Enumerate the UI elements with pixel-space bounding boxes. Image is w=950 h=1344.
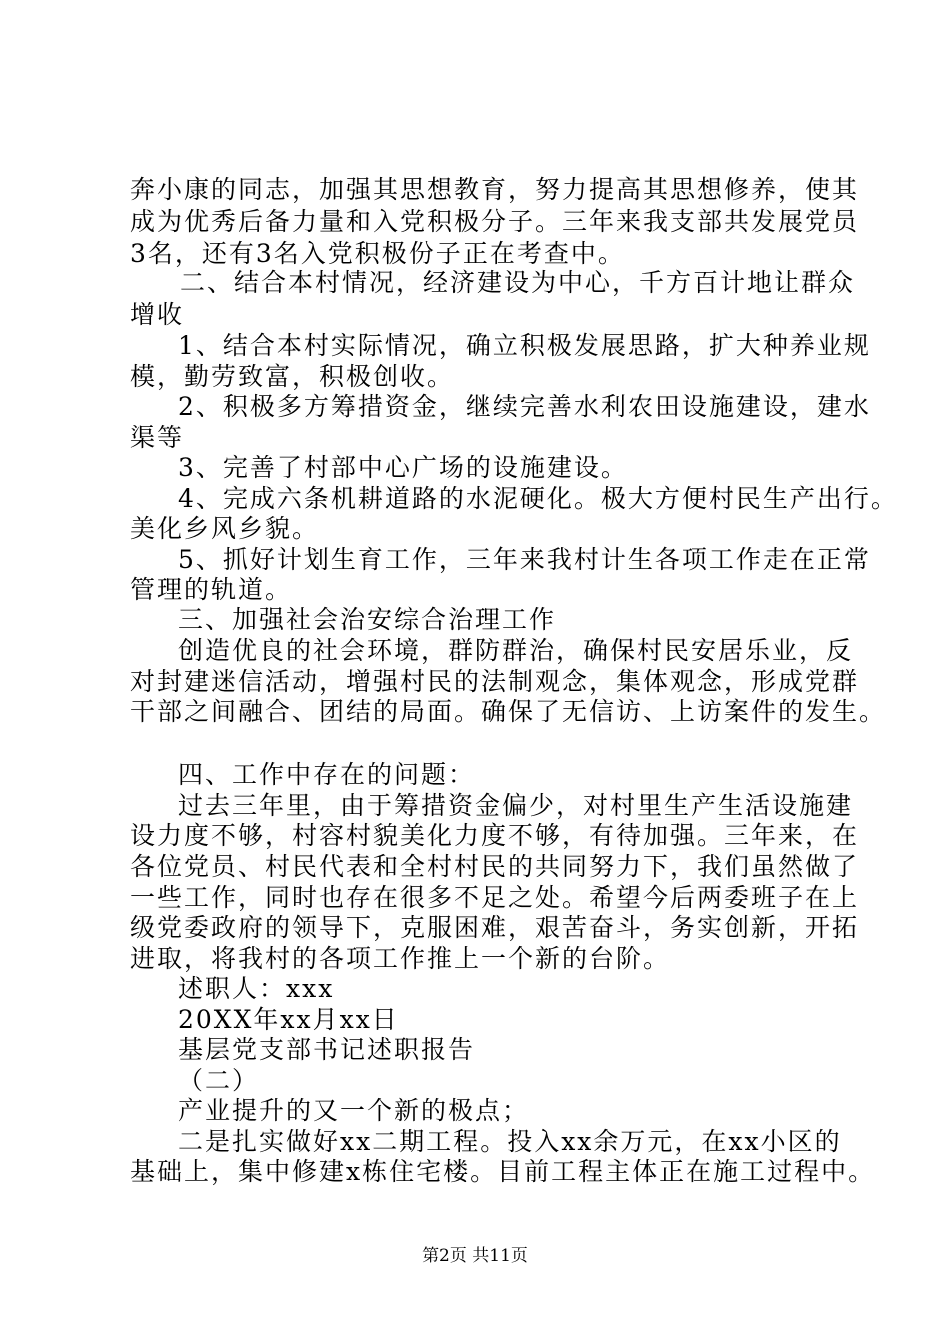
text-line: 美化乡风乡貌。 — [130, 514, 320, 543]
text-line: 一些工作，同时也存在很多不足之处。希望今后两委班子在上 — [130, 883, 860, 912]
text-line: 设力度不够，村容村貌美化力度不够，有待加强。三年来，在 — [130, 821, 860, 850]
signature-line: 述职人：xxx — [178, 974, 335, 1003]
section-heading: 三、加强社会治安综合治理工作 — [178, 605, 557, 634]
text-line: 3名，还有3名入党积极份子正在考查中。 — [130, 239, 625, 268]
text-line: 产业提升的又一个新的极点； — [178, 1096, 530, 1125]
text-line: 成为优秀后备力量和入党积极分子。三年来我支部共发展党员 — [130, 207, 860, 236]
text-line: 增收 — [130, 300, 185, 329]
text-line: 过去三年里，由于筹措资金偏少，对村里生产生活设施建 — [178, 791, 854, 820]
text-line: 进取，将我村的各项工作推上一个新的台阶。 — [130, 944, 671, 973]
text-line: 渠等 — [130, 423, 185, 452]
text-line: 基础上，集中修建x栋住宅楼。目前工程主体正在施工过程中。 — [130, 1157, 876, 1186]
report-part: （二） — [178, 1066, 260, 1095]
text-line: 二是扎实做好xx二期工程。投入xx余万元，在xx小区的 — [178, 1127, 842, 1156]
text-line: 各位党员、村民代表和全村村民的共同努力下，我们虽然做了 — [130, 852, 860, 881]
list-item: 2、积极多方筹措资金，继续完善水利农田设施建设，建水 — [178, 392, 871, 421]
text-line: 奔小康的同志，加强其思想教育，努力提高其思想修养，使其 — [130, 175, 860, 204]
list-item: 3、完善了村部中心广场的设施建设。 — [178, 453, 628, 482]
list-item: 4、完成六条机耕道路的水泥硬化。极大方便村民生产出行。 — [178, 484, 898, 513]
page-footer: 第2页 共11页 — [422, 1246, 528, 1266]
date-line: 20XX年xx月xx日 — [178, 1005, 399, 1034]
text-line: 创造优良的社会环境，群防群治，确保村民安居乐业，反 — [178, 636, 854, 665]
text-line: 管理的轨道。 — [130, 575, 293, 604]
text-line: 对封建迷信活动，增强村民的法制观念，集体观念，形成党群 — [130, 667, 860, 696]
text-line: 模，勤劳致富，积极创收。 — [130, 362, 455, 391]
text-line: 级党委政府的领导下，克服困难，艰苦奋斗，务实创新，开拓 — [130, 913, 860, 942]
section-heading: 二、结合本村情况，经济建设为中心，千方百计地让群众 — [180, 268, 856, 297]
section-heading: 四、工作中存在的问题： — [178, 760, 476, 789]
list-item: 5、抓好计划生育工作，三年来我村计生各项工作走在正常 — [178, 545, 871, 574]
report-title: 基层党支部书记述职报告 — [178, 1035, 476, 1064]
text-line: 干部之间融合、团结的局面。确保了无信访、上访案件的发生。 — [130, 697, 887, 726]
list-item: 1、结合本村实际情况，确立积极发展思路，扩大种养业规 — [178, 331, 871, 360]
